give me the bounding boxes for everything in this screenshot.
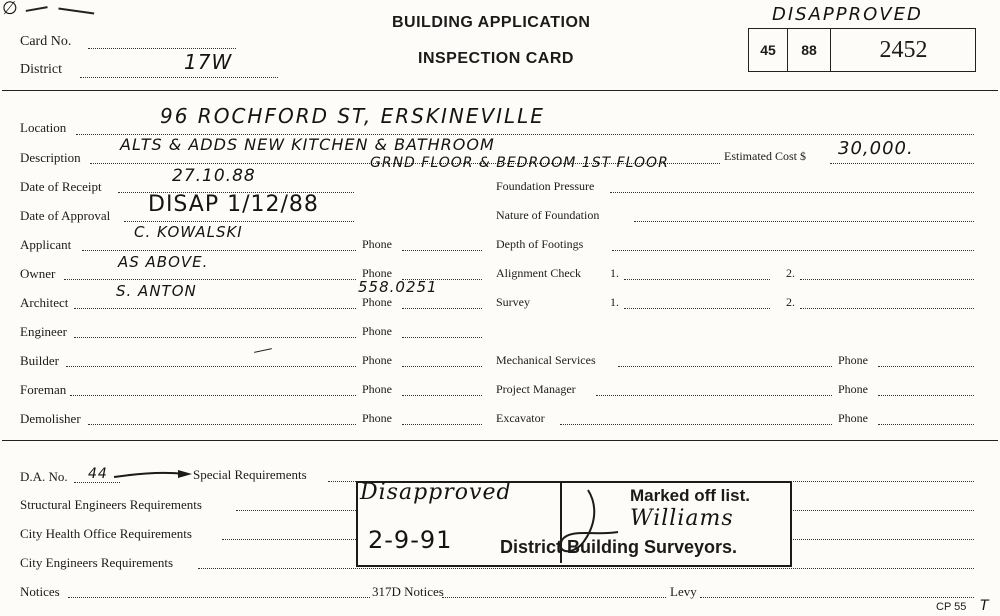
stamp-signature: Williams bbox=[630, 506, 734, 531]
estimated-cost-value: 30,000. bbox=[838, 138, 914, 159]
divider bbox=[2, 440, 998, 441]
applicant-field[interactable] bbox=[82, 250, 356, 251]
builder-label: Builder bbox=[20, 353, 59, 368]
corner-mark: ∅ bbox=[2, 0, 19, 19]
applicant-label: Applicant bbox=[20, 237, 72, 252]
depth-footings-field[interactable] bbox=[612, 250, 974, 251]
location-value: 96 ROCHFORD ST, ERSKINEVILLE bbox=[160, 104, 545, 128]
health-label: City Health Office Requirements bbox=[20, 526, 192, 541]
mechanical-phone-field[interactable] bbox=[878, 366, 974, 367]
date-approval-value: DISAP 1/12/88 bbox=[148, 192, 319, 217]
district-label: District bbox=[20, 62, 62, 77]
signature-stroke bbox=[548, 486, 622, 558]
notices-field[interactable] bbox=[68, 597, 370, 598]
da-no-value: 44 bbox=[88, 466, 108, 482]
demolisher-phone-field[interactable] bbox=[402, 424, 482, 425]
structural-label: Structural Engineers Requirements bbox=[20, 497, 202, 512]
da-no-label: D.A. No. bbox=[20, 469, 68, 484]
excavator-field[interactable] bbox=[560, 424, 832, 425]
architect-field[interactable] bbox=[74, 308, 356, 309]
estimated-cost-field[interactable] bbox=[830, 163, 974, 164]
applicant-phone-field[interactable] bbox=[402, 250, 482, 251]
survey-label: Survey bbox=[496, 295, 530, 309]
builder-field[interactable] bbox=[66, 366, 356, 367]
owner-phone-label: Phone bbox=[362, 266, 392, 280]
form-title: BUILDING APPLICATION bbox=[392, 14, 591, 31]
engineer-label: Engineer bbox=[20, 324, 67, 339]
engineer-phone-label: Phone bbox=[362, 324, 392, 338]
reference-box bbox=[748, 28, 976, 72]
divider bbox=[2, 90, 998, 91]
engineer-phone-field[interactable] bbox=[402, 337, 482, 338]
architect-phone-label: Phone bbox=[362, 295, 392, 309]
stamp-marked-off: Marked off list. bbox=[630, 486, 750, 505]
city-engineers-label: City Engineers Requirements bbox=[20, 555, 174, 570]
levy-label: Levy bbox=[670, 584, 697, 599]
form-code: CP 55 bbox=[936, 601, 967, 613]
project-manager-phone-label: Phone bbox=[838, 382, 868, 396]
architect-phone-field[interactable] bbox=[402, 308, 482, 309]
notices-317d-label: 317D Notices bbox=[372, 584, 444, 599]
description-label: Description bbox=[20, 150, 81, 165]
alignment-check-2-label: 2. bbox=[786, 266, 795, 280]
engineer-field[interactable] bbox=[74, 337, 356, 338]
depth-footings-label: Depth of Footings bbox=[496, 237, 584, 251]
foreman-label: Foreman bbox=[20, 382, 67, 397]
survey-1-label: 1. bbox=[610, 295, 619, 309]
mechanical-field[interactable] bbox=[618, 366, 832, 367]
da-no-field[interactable] bbox=[74, 482, 120, 483]
demolisher-label: Demolisher bbox=[20, 411, 81, 426]
project-manager-field[interactable] bbox=[596, 395, 832, 396]
alignment-check-2-field[interactable] bbox=[800, 279, 974, 280]
footer-mark: T bbox=[980, 598, 990, 614]
foreman-field[interactable] bbox=[70, 395, 356, 396]
card-no-label: Card No. bbox=[20, 34, 72, 49]
date-receipt-label: Date of Receipt bbox=[20, 179, 102, 194]
notices-317d-field[interactable] bbox=[442, 597, 666, 598]
survey-1-field[interactable] bbox=[624, 308, 770, 309]
builder-phone-field[interactable] bbox=[402, 366, 482, 367]
levy-field[interactable] bbox=[700, 597, 974, 598]
description-line-1: ALTS & ADDS NEW KITCHEN & BATHROOM bbox=[120, 135, 495, 154]
date-approval-label: Date of Approval bbox=[20, 208, 111, 223]
foundation-pressure-field[interactable] bbox=[610, 192, 974, 193]
description-line-2: GRND FLOOR & BEDROOM 1ST FLOOR bbox=[370, 155, 669, 171]
district-field[interactable] bbox=[80, 77, 278, 78]
scribble-mark bbox=[26, 6, 49, 16]
applicant-value: C. KOWALSKI bbox=[134, 223, 243, 241]
demolisher-phone-label: Phone bbox=[362, 411, 392, 425]
architect-label: Architect bbox=[20, 295, 69, 310]
survey-2-label: 2. bbox=[786, 295, 795, 309]
stamp-date: 2-9-91 bbox=[368, 526, 453, 554]
architect-value: S. ANTON bbox=[116, 282, 197, 300]
owner-value: AS ABOVE. bbox=[118, 253, 209, 271]
alignment-check-label: Alignment Check bbox=[496, 266, 581, 280]
project-manager-label: Project Manager bbox=[496, 382, 576, 396]
city-engineers-field[interactable] bbox=[198, 568, 974, 569]
date-receipt-value: 27.10.88 bbox=[172, 166, 256, 186]
special-requirements-label: Special Requirements bbox=[193, 467, 307, 482]
mechanical-label: Mechanical Services bbox=[496, 353, 596, 367]
scribble-mark bbox=[58, 8, 94, 19]
project-manager-phone-field[interactable] bbox=[878, 395, 974, 396]
alignment-check-1-field[interactable] bbox=[624, 279, 770, 280]
location-label: Location bbox=[20, 120, 67, 135]
survey-2-field[interactable] bbox=[800, 308, 974, 309]
date-approval-field[interactable] bbox=[124, 221, 354, 222]
alignment-check-1-label: 1. bbox=[610, 266, 619, 280]
owner-field[interactable] bbox=[64, 279, 356, 280]
demolisher-field[interactable] bbox=[88, 424, 356, 425]
stamp-handwritten-disapproved: Disapproved bbox=[360, 480, 512, 505]
foundation-pressure-label: Foundation Pressure bbox=[496, 179, 595, 193]
district-value: 17W bbox=[184, 50, 233, 74]
disapproved-stamp: DISAPPROVED bbox=[772, 4, 923, 25]
foreman-phone-label: Phone bbox=[362, 382, 392, 396]
ref-number: 2452 bbox=[879, 36, 928, 63]
arrow-icon bbox=[112, 468, 194, 482]
builder-dash-mark bbox=[254, 348, 272, 353]
builder-phone-label: Phone bbox=[362, 353, 392, 367]
ref-series: 45 bbox=[749, 29, 788, 71]
stamp-district-surveyors: District Building Surveyors. bbox=[500, 537, 738, 557]
applicant-phone-label: Phone bbox=[362, 237, 392, 251]
mechanical-phone-label: Phone bbox=[838, 353, 868, 367]
estimated-cost-label: Estimated Cost $ bbox=[724, 149, 806, 163]
ref-year: 88 bbox=[788, 29, 831, 71]
excavator-phone-field[interactable] bbox=[878, 424, 974, 425]
nature-foundation-label: Nature of Foundation bbox=[496, 208, 600, 222]
notices-label: Notices bbox=[20, 584, 60, 599]
owner-label: Owner bbox=[20, 266, 56, 281]
excavator-label: Excavator bbox=[496, 411, 545, 425]
excavator-phone-label: Phone bbox=[838, 411, 868, 425]
card-no-field[interactable] bbox=[88, 48, 236, 49]
form-subtitle: INSPECTION CARD bbox=[418, 50, 574, 67]
nature-foundation-field[interactable] bbox=[634, 221, 974, 222]
foreman-phone-field[interactable] bbox=[402, 395, 482, 396]
architect-phone-value: 558.0251 bbox=[358, 278, 438, 296]
